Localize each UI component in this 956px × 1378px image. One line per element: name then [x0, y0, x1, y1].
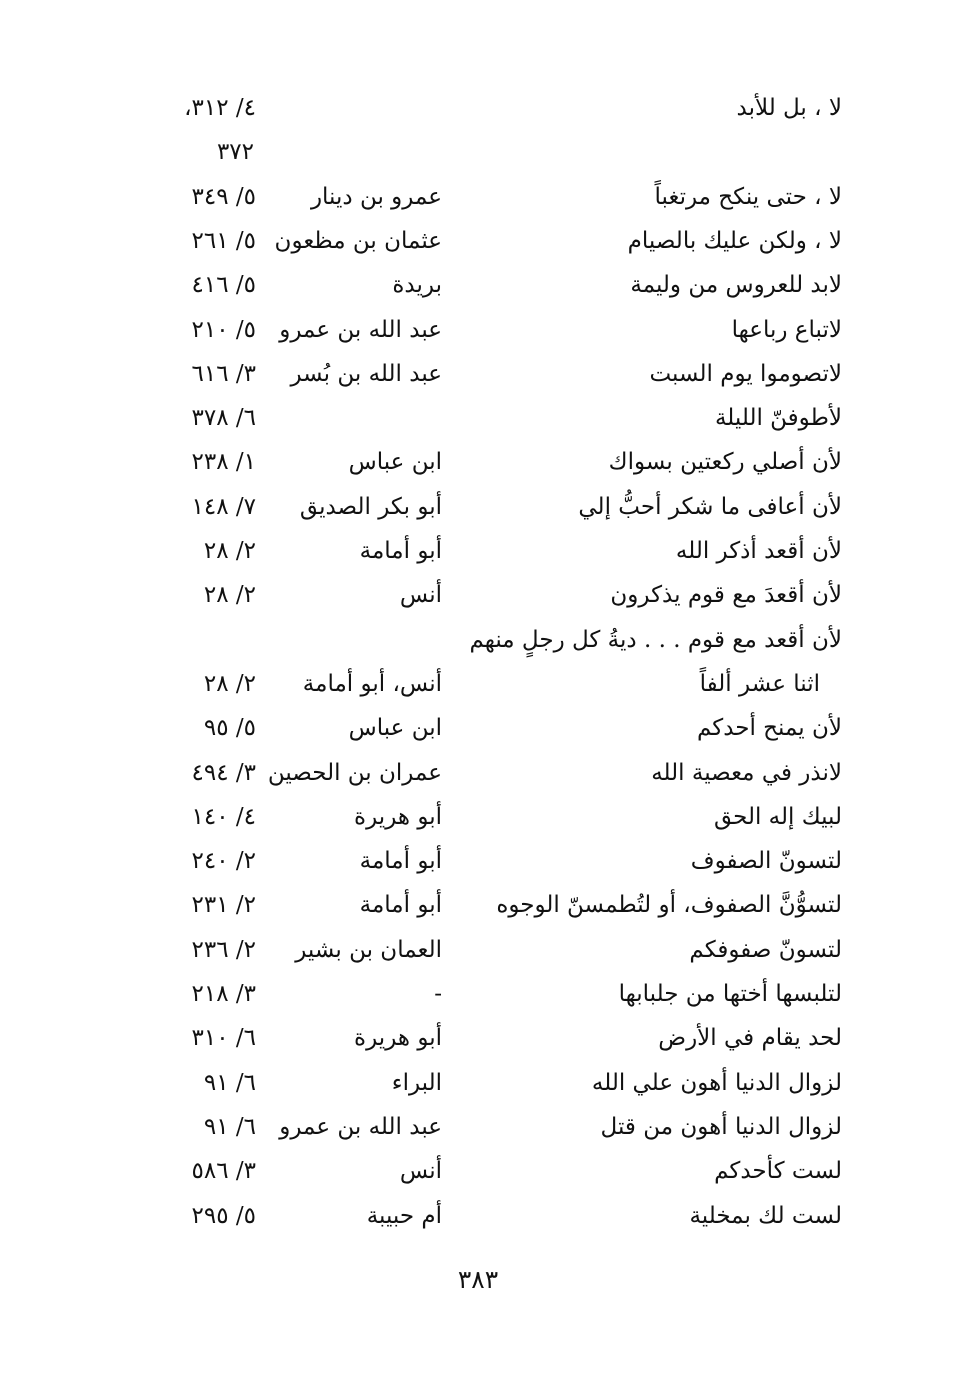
volume-page-reference: ٣/ ٤٩٤ [191, 760, 256, 786]
narrator-name: أبو أمامة [359, 892, 442, 918]
hadith-text: لحد يقام في الأرض [658, 1025, 842, 1051]
volume-page-reference: ٣٧٢ [216, 139, 254, 165]
index-entry-row [0, 440, 956, 484]
narrator-name: عبد الله بن بُسر [290, 361, 442, 387]
narrator-name: عثمان بن مظعون [274, 228, 442, 254]
hadith-text: لأن أصلي ركعتين بسواك [608, 449, 842, 475]
volume-page-reference: ٢/ ٢٨ [203, 671, 256, 697]
index-entry-row [0, 1194, 956, 1238]
index-entry-row [0, 706, 956, 750]
volume-page-reference: ٢/ ٢٨ [203, 538, 256, 564]
narrator-name: أم حبيبة [366, 1203, 442, 1229]
index-entry-row [0, 883, 956, 927]
index-entry-row [0, 396, 956, 440]
narrator-name: أنس [399, 582, 442, 608]
index-entry-row [0, 175, 956, 219]
narrator-name: أبو هريرة [354, 1025, 442, 1051]
hadith-text: لانذر في معصية الله [651, 760, 842, 786]
index-entry-row [0, 130, 956, 174]
narrator-name: بريدة [392, 272, 442, 298]
index-entry-row [0, 1061, 956, 1105]
index-entry-row [0, 928, 956, 972]
index-entry-row [0, 618, 956, 662]
volume-page-reference: ٦/ ٩١ [203, 1070, 256, 1096]
narrator-name: عمران بن الحصين [267, 760, 442, 786]
index-entry-row [0, 972, 956, 1016]
hadith-text: لا ، بل للأبد [736, 95, 842, 121]
hadith-text: لزوال الدنيا أهون علي الله [591, 1070, 842, 1096]
narrator-name: أبو أمامة [359, 538, 442, 564]
narrator-name: البراء [391, 1070, 442, 1096]
volume-page-reference: ٤/ ١٤٠ [191, 804, 256, 830]
volume-page-reference: ٥/ ٤١٦ [191, 272, 256, 298]
hadith-text: لابد للعروس من وليمة [630, 272, 842, 298]
hadith-text: لاتصوموا يوم السبت [649, 361, 842, 387]
index-entry-row [0, 529, 956, 573]
narrator-name: أبو هريرة [354, 804, 442, 830]
index-entry-row [0, 751, 956, 795]
volume-page-reference: ٢/ ٢٤٠ [191, 848, 256, 874]
narrator-name: أنس، أبو أمامة [302, 671, 442, 697]
narrator-name: العمان بن بشير [295, 937, 442, 963]
hadith-text: لا ، حتى ينكح مرتغباً [654, 184, 842, 210]
volume-page-reference: ٢/ ٢٣١ [191, 892, 256, 918]
hadith-text: لتلبسها أختها من جلبابها [618, 981, 842, 1007]
volume-page-reference: ٦/ ٣١٠ [191, 1025, 256, 1051]
narrator-name: عمرو بن دينار [310, 184, 442, 210]
hadith-text: لتسونّ صفوفكم [689, 937, 842, 963]
volume-page-reference: ٥/ ٩٥ [203, 715, 256, 741]
hadith-text: لاتباع رباعها [731, 317, 842, 343]
narrator-name: أبو بكر الصديق [299, 494, 442, 520]
volume-page-reference: ٧/ ١٤٨ [191, 494, 256, 520]
index-entry-row [0, 573, 956, 617]
hadith-text: اثنا عشر ألفاً [699, 671, 820, 697]
hadith-text: لأن يمنح أحدكم [696, 715, 842, 741]
hadith-text: لا ، ولكن عليك بالصيام [627, 228, 842, 254]
volume-page-reference: ٣/ ٦١٦ [191, 361, 256, 387]
hadith-text: لأن أقعدَ مع قوم يذكرون [610, 582, 842, 608]
narrator-name: أبو أمامة [359, 848, 442, 874]
index-entry-row [0, 662, 956, 706]
index-entry-row [0, 795, 956, 839]
index-entry-row [0, 86, 956, 130]
hadith-text: لزوال الدنيا أهون من قتل [600, 1114, 842, 1140]
narrator-name: ابن عباس [348, 449, 442, 475]
page-number: ٣٨٣ [457, 1265, 499, 1294]
volume-page-reference: ٦/ ٣٧٨ [191, 405, 256, 431]
narrator-name: عبد الله بن عمرو [279, 317, 442, 343]
narrator-name: أنس [399, 1158, 442, 1184]
narrator-name: ابن عباس [348, 715, 442, 741]
volume-page-reference: ٥/ ٢٦١ [191, 228, 256, 254]
hadith-text: لبيك إله الحق [713, 804, 842, 830]
volume-page-reference: ٥/ ٣٤٩ [191, 184, 256, 210]
narrator-name: - [434, 981, 442, 1007]
index-entry-row [0, 1149, 956, 1193]
volume-page-reference: ٣/ ٢١٨ [191, 981, 256, 1007]
index-entry-row [0, 1105, 956, 1149]
hadith-text: لأن أعافى ما شكر أحبُّ إلي [578, 494, 842, 520]
narrator-name: عبد الله بن عمرو [279, 1114, 442, 1140]
index-entry-row [0, 485, 956, 529]
index-entry-row [0, 839, 956, 883]
hadith-text: لأطوفنّ الليلة [714, 405, 842, 431]
volume-page-reference: ٢/ ٢٨ [203, 582, 256, 608]
hadith-text: لست لك بمخلية [689, 1203, 842, 1229]
index-entry-row [0, 308, 956, 352]
hadith-text: لأن أقعد مع قوم . . . ديةُ كل رجلٍ منهم [469, 627, 842, 653]
volume-page-reference: ٦/ ٩١ [203, 1114, 256, 1140]
volume-page-reference: ٣/ ٥٨٦ [191, 1158, 256, 1184]
hadith-text: لتسوُّنَّ الصفوف، أو لتُطمسنّ الوجوه [496, 892, 842, 918]
hadith-text: لست كأحدكم [714, 1158, 842, 1184]
hadith-text: لأن أقعد أذكر الله [675, 538, 842, 564]
index-entry-row [0, 1016, 956, 1060]
volume-page-reference: ٤/ ٣١٢، [184, 95, 256, 121]
hadith-text: لتسونّ الصفوف [690, 848, 842, 874]
volume-page-reference: ٥/ ٢١٠ [191, 317, 256, 343]
volume-page-reference: ٢/ ٢٣٦ [191, 937, 256, 963]
index-entry-row [0, 219, 956, 263]
volume-page-reference: ٥/ ٢٩٥ [191, 1203, 256, 1229]
index-entry-row [0, 352, 956, 396]
volume-page-reference: ١/ ٢٣٨ [191, 449, 256, 475]
index-entry-row [0, 263, 956, 307]
